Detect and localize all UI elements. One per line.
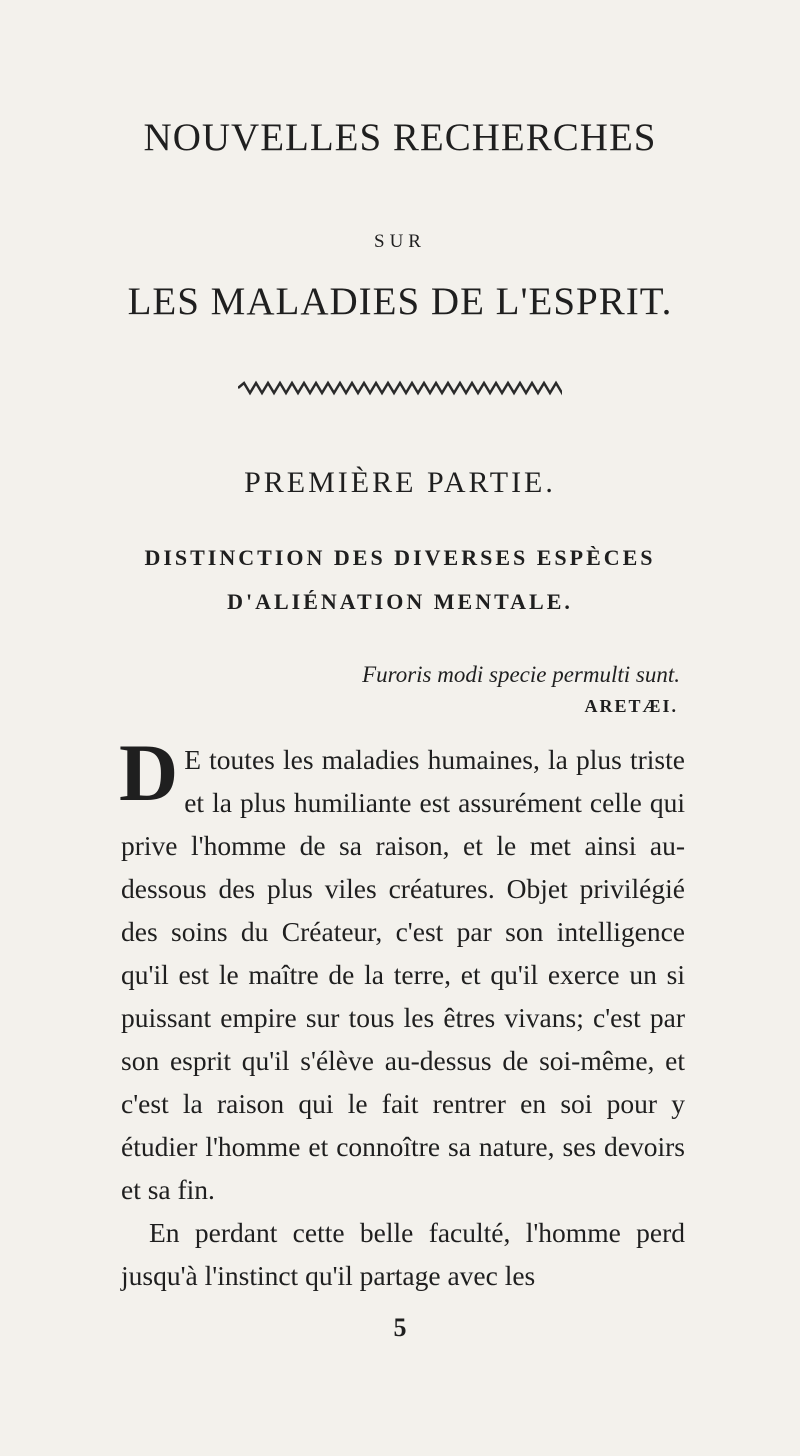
paragraph-1-text: E toutes les maladies humaines, la plus triste et la plus humiliante est assurément celle qui prive l'homme de sa raison, et le met ainsi au-dessous des plus viles créatures. Objet privilégié des soins du Créateur, c'est par son intelligence qu'il est le maître de la terre, et qu'il exerce un si puissant empire sur tous les êtres vivans; c'est par son esprit qu'il s'élève au-dessus de soi-même, et c'est la raison qui le fait rentrer en soi pour y étudier l'homme et connoître sa nature, ses devoirs et sa fin. — [121, 744, 685, 1205]
part-subheading-2: D'ALIÉNATION MENTALE. — [227, 589, 573, 614]
drop-cap: D — [119, 727, 179, 818]
title-line-1: NOUVELLES RECHERCHES — [143, 116, 657, 159]
body-text — [119, 727, 685, 1297]
ornamental-rule — [238, 380, 562, 396]
paragraph-2: En perdant cette belle faculté, l'homme perd jusqu'à l'instinct qu'il partage avec les — [121, 1217, 685, 1291]
part-heading: PREMIÈRE PARTIE. — [244, 466, 556, 499]
epigraph: Furoris modi specie permulti sunt. — [362, 662, 680, 687]
part-subheading-1: DISTINCTION DES DIVERSES ESPÈCES — [144, 545, 656, 570]
title-connector: SUR — [374, 231, 426, 252]
epigraph-author: ARETÆI. — [584, 696, 678, 716]
title-line-2: LES MALADIES DE L'ESPRIT. — [127, 280, 673, 323]
paragraph-1 — [119, 727, 685, 1211]
page-number: 5 — [393, 1313, 407, 1342]
